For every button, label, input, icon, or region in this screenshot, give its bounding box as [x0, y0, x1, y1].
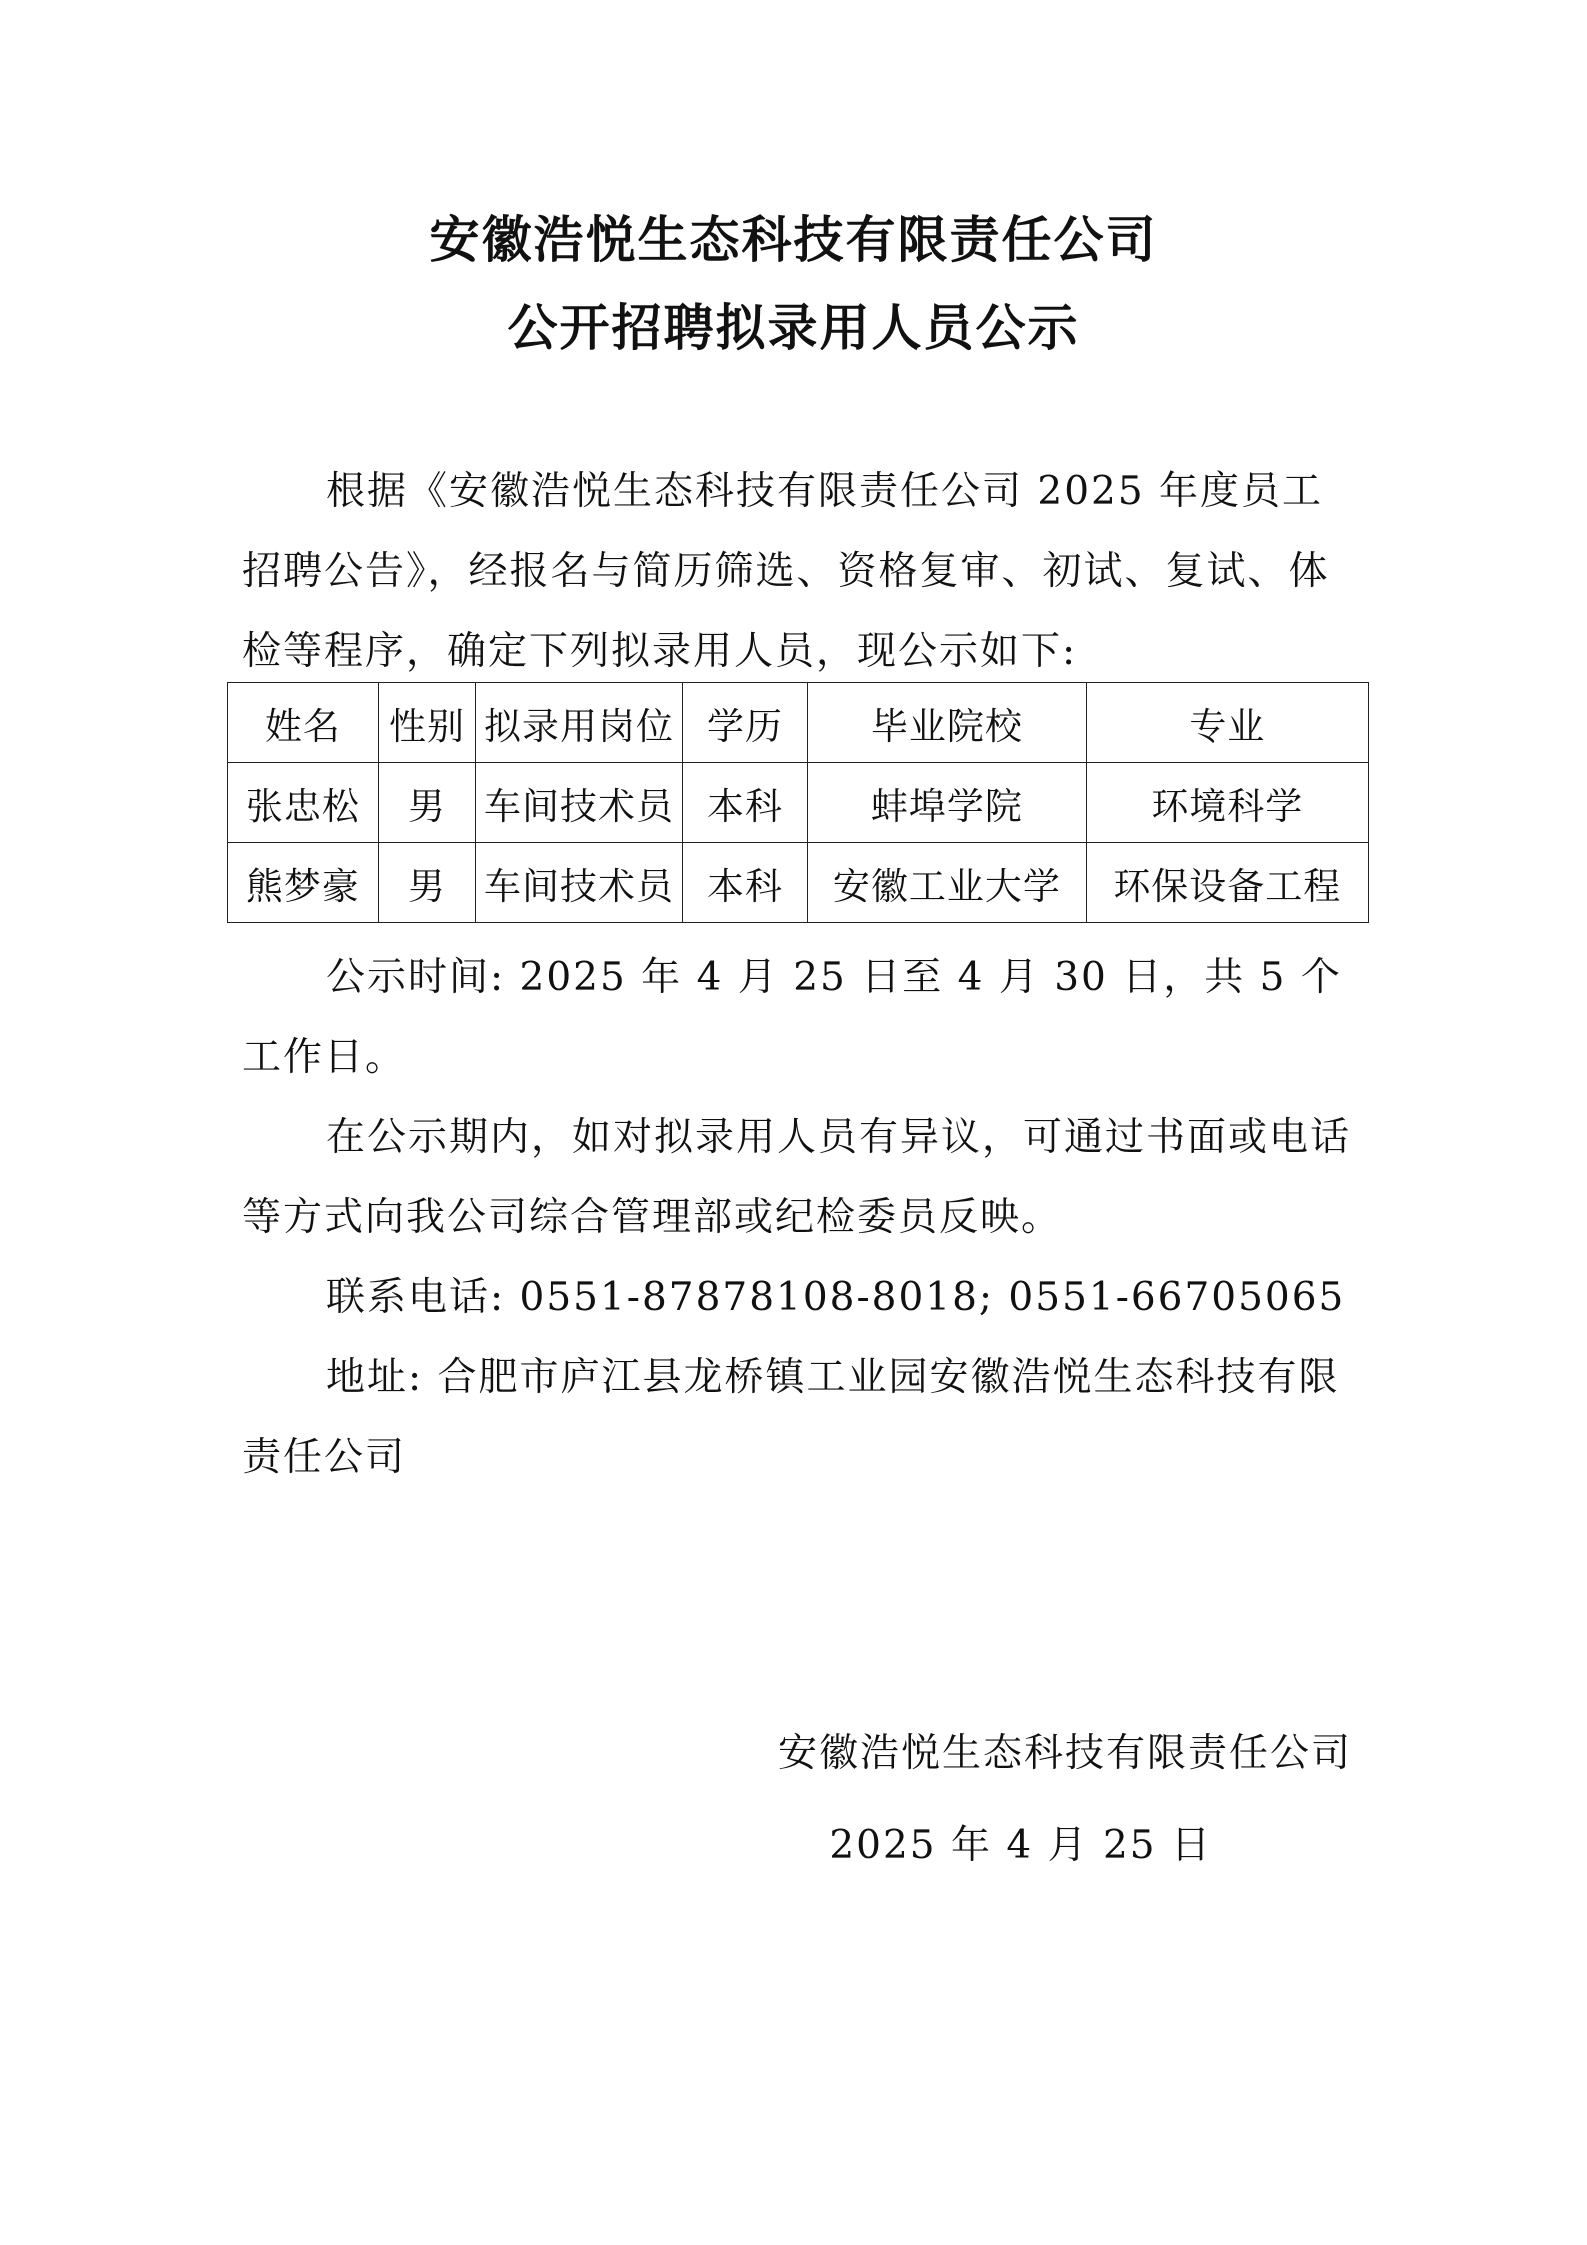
cell-major: 环境科学 — [1086, 763, 1368, 843]
cell-position: 车间技术员 — [476, 843, 683, 923]
signature-company: 安徽浩悦生态科技有限责任公司 — [777, 1731, 1352, 1776]
cell-gender: 男 — [378, 843, 475, 923]
header-name: 姓名 — [228, 683, 379, 763]
cell-education: 本科 — [682, 763, 807, 843]
address-paragraph: 地址: 合肥市庐江县龙桥镇工业园安徽浩悦生态科技有限责任公司 — [242, 1355, 1340, 1480]
header-position: 拟录用岗位 — [476, 683, 683, 763]
cell-name: 熊梦豪 — [228, 843, 379, 923]
table-header-row — [228, 683, 1369, 763]
objection-paragraph: 在公示期内，如对拟录用人员有异议，可通过书面或电话等方式向我公司综合管理部或纪检委员反映。 — [242, 1115, 1352, 1240]
header-gender: 性别 — [378, 683, 475, 763]
cell-position: 车间技术员 — [476, 763, 683, 843]
contact-phone: 联系电话: 0551-87878108-8018; 0551-66705065 — [326, 1275, 1346, 1320]
document-subtitle: 公开招聘拟录用人员公示 — [507, 299, 1080, 357]
candidates-table — [227, 682, 1369, 923]
cell-education: 本科 — [682, 843, 807, 923]
table-row — [228, 763, 1369, 843]
cell-gender: 男 — [378, 763, 475, 843]
period-paragraph: 公示时间: 2025 年 4 月 25 日至 4 月 30 日，共 5 个工作日。 — [242, 955, 1342, 1080]
document-title: 安徽浩悦生态科技有限责任公司 — [429, 211, 1158, 269]
table-row — [228, 843, 1369, 923]
cell-school: 蚌埠学院 — [808, 763, 1086, 843]
header-school: 毕业院校 — [808, 683, 1086, 763]
header-education: 学历 — [682, 683, 807, 763]
header-major: 专业 — [1086, 683, 1368, 763]
cell-name: 张忠松 — [228, 763, 379, 843]
signature-date: 2025 年 4 月 25 日 — [829, 1823, 1212, 1868]
cell-school: 安徽工业大学 — [808, 843, 1086, 923]
intro-paragraph: 根据《安徽浩悦生态科技有限责任公司 2025 年度员工招聘公告》，经报名与简历筛选、资格复审、初试、复试、体检等程序，确定下列拟录用人员，现公示如下: — [242, 469, 1330, 674]
cell-major: 环保设备工程 — [1086, 843, 1368, 923]
